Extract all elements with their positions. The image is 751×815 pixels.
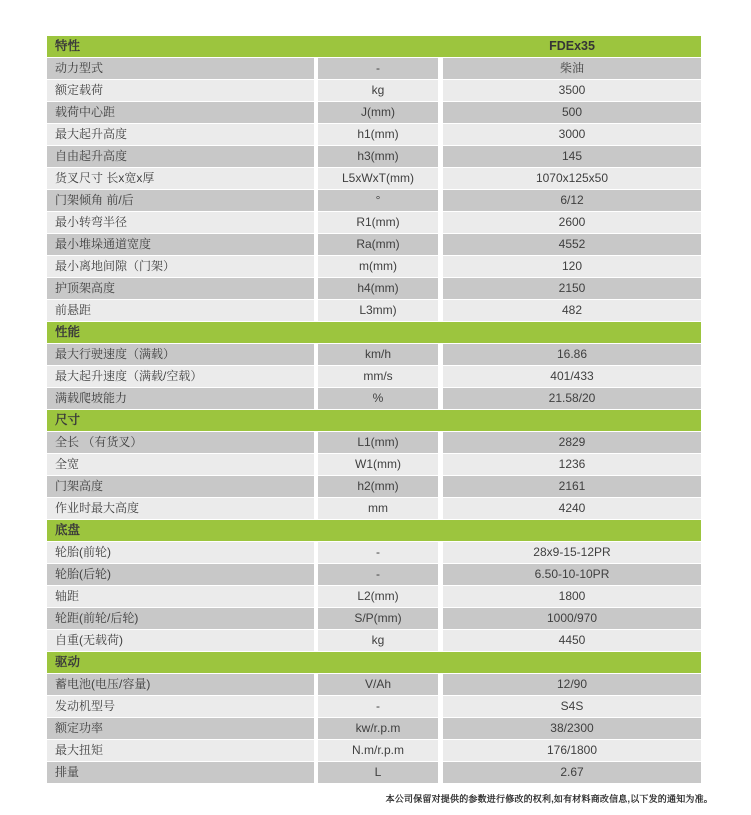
spec-row [47, 234, 701, 255]
spec-unit: h2(mm) [318, 476, 438, 497]
spec-label: 动力型式 [47, 58, 314, 79]
spec-label: 排量 [47, 762, 314, 783]
spec-value: 2161 [443, 476, 701, 497]
spec-unit: kg [318, 630, 438, 651]
spec-label: 最小离地间隙（门架） [47, 256, 314, 277]
spec-value: 1000/970 [443, 608, 701, 629]
spec-row [47, 102, 701, 123]
spec-unit: Ra(mm) [318, 234, 438, 255]
spec-label: 最小堆垛通道宽度 [47, 234, 314, 255]
spec-label: 最大起升速度（满载/空载） [47, 366, 314, 387]
spec-unit: R1(mm) [318, 212, 438, 233]
spec-row [47, 740, 701, 761]
spec-value: 1800 [443, 586, 701, 607]
spec-row [47, 190, 701, 211]
spec-value: 柴油 [443, 58, 701, 79]
spec-value: 4450 [443, 630, 701, 651]
spec-row [47, 300, 701, 321]
spec-row [47, 432, 701, 453]
spec-label: 自由起升高度 [47, 146, 314, 167]
spec-label: 自重(无载荷) [47, 630, 314, 651]
spec-value: 4552 [443, 234, 701, 255]
spec-unit: % [318, 388, 438, 409]
spec-value: 2600 [443, 212, 701, 233]
spec-value: 3500 [443, 80, 701, 101]
spec-unit: kg [318, 80, 438, 101]
spec-row [47, 388, 701, 409]
spec-unit: - [318, 542, 438, 563]
spec-unit: L5xWxT(mm) [318, 168, 438, 189]
spec-label: 蓄电池(电压/容量) [47, 674, 314, 695]
spec-unit: mm/s [318, 366, 438, 387]
spec-unit: m(mm) [318, 256, 438, 277]
spec-label: 最小转弯半径 [47, 212, 314, 233]
spec-unit: kw/r.p.m [318, 718, 438, 739]
section-title: 驱动 [55, 655, 81, 669]
spec-label: 门架高度 [47, 476, 314, 497]
section-title: 特性 [55, 39, 81, 53]
spec-value: 401/433 [443, 366, 701, 387]
spec-unit: V/Ah [318, 674, 438, 695]
spec-unit: h1(mm) [318, 124, 438, 145]
spec-value: 2.67 [443, 762, 701, 783]
spec-value: 1236 [443, 454, 701, 475]
spec-value: 16.86 [443, 344, 701, 365]
spec-row [47, 124, 701, 145]
spec-value: 21.58/20 [443, 388, 701, 409]
spec-label: 轴距 [47, 586, 314, 607]
spec-row [47, 278, 701, 299]
spec-row [47, 674, 701, 695]
spec-value: 6.50-10-10PR [443, 564, 701, 585]
section-title: 性能 [55, 325, 81, 339]
spec-label: 全长 （有货叉） [47, 432, 314, 453]
spec-label: 前悬距 [47, 300, 314, 321]
spec-unit: h4(mm) [318, 278, 438, 299]
spec-label: 轮距(前轮/后轮) [47, 608, 314, 629]
spec-label: 货叉尺寸 长x宽x厚 [47, 168, 314, 189]
spec-unit: L1(mm) [318, 432, 438, 453]
spec-value: 145 [443, 146, 701, 167]
spec-value: S4S [443, 696, 701, 717]
spec-unit: L3mm) [318, 300, 438, 321]
spec-label: 额定功率 [47, 718, 314, 739]
spec-row [47, 696, 701, 717]
spec-unit: km/h [318, 344, 438, 365]
spec-value: 4240 [443, 498, 701, 519]
spec-row [47, 366, 701, 387]
spec-row [47, 168, 701, 189]
spec-row [47, 344, 701, 365]
table-header-row [47, 36, 701, 57]
spec-value: 28x9-15-12PR [443, 542, 701, 563]
spec-table [47, 36, 701, 784]
spec-row [47, 256, 701, 277]
spec-value: 2829 [443, 432, 701, 453]
spec-unit: S/P(mm) [318, 608, 438, 629]
spec-unit: L2(mm) [318, 586, 438, 607]
section-title: 尺寸 [55, 413, 81, 427]
spec-label: 额定载荷 [47, 80, 314, 101]
spec-label: 全宽 [47, 454, 314, 475]
section-header-row [47, 322, 701, 343]
spec-label: 护顶架高度 [47, 278, 314, 299]
model-name: FDEx35 [549, 39, 595, 53]
spec-row [47, 542, 701, 563]
section-header-row [47, 652, 701, 673]
section-header-row [47, 520, 701, 541]
spec-unit: N.m/r.p.m [318, 740, 438, 761]
section-title: 底盘 [55, 523, 81, 537]
spec-unit: J(mm) [318, 102, 438, 123]
spec-value: 2150 [443, 278, 701, 299]
spec-row [47, 146, 701, 167]
spec-label: 轮胎(前轮) [47, 542, 314, 563]
spec-value: 120 [443, 256, 701, 277]
spec-row [47, 498, 701, 519]
spec-label: 发动机型号 [47, 696, 314, 717]
spec-unit: h3(mm) [318, 146, 438, 167]
spec-unit: W1(mm) [318, 454, 438, 475]
spec-value: 500 [443, 102, 701, 123]
spec-row [47, 630, 701, 651]
spec-label: 满载爬坡能力 [47, 388, 314, 409]
spec-row [47, 80, 701, 101]
spec-unit: - [318, 564, 438, 585]
spec-row [47, 564, 701, 585]
spec-row [47, 454, 701, 475]
spec-label: 门架倾角 前/后 [47, 190, 314, 211]
spec-row [47, 586, 701, 607]
section-header-row [47, 410, 701, 431]
spec-value: 482 [443, 300, 701, 321]
spec-label: 最大扭矩 [47, 740, 314, 761]
spec-row [47, 212, 701, 233]
spec-unit: - [318, 58, 438, 79]
spec-label: 最大行驶速度（满载） [47, 344, 314, 365]
spec-row [47, 718, 701, 739]
spec-row [47, 608, 701, 629]
spec-label: 最大起升高度 [47, 124, 314, 145]
spec-value: 12/90 [443, 674, 701, 695]
spec-value: 3000 [443, 124, 701, 145]
spec-unit: L [318, 762, 438, 783]
spec-label: 轮胎(后轮) [47, 564, 314, 585]
spec-unit: mm [318, 498, 438, 519]
spec-value: 1070x125x50 [443, 168, 701, 189]
spec-label: 载荷中心距 [47, 102, 314, 123]
spec-row [47, 58, 701, 79]
spec-value: 38/2300 [443, 718, 701, 739]
spec-row [47, 476, 701, 497]
spec-unit: - [318, 696, 438, 717]
spec-label: 作业时最大高度 [47, 498, 314, 519]
spec-value: 176/1800 [443, 740, 701, 761]
spec-unit: ° [318, 190, 438, 211]
spec-row [47, 762, 701, 783]
disclaimer-note: 本公司保留对提供的参数进行修改的权利,如有材料商改信息,以下发的通知为准。 [385, 794, 713, 804]
spec-value: 6/12 [443, 190, 701, 211]
